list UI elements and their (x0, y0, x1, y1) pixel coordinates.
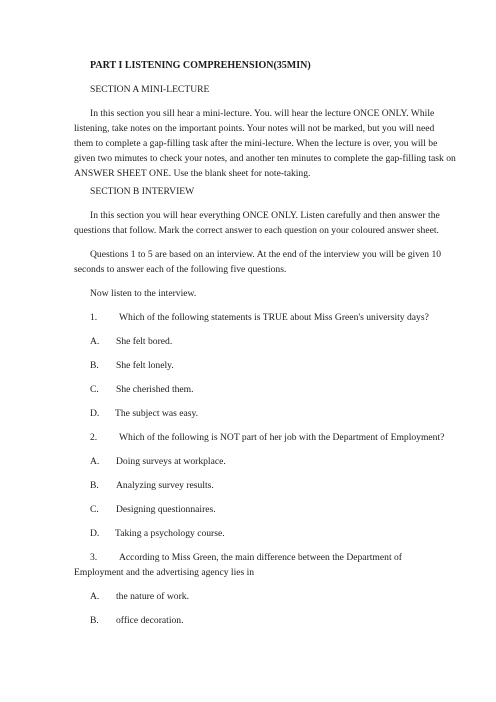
option-letter: A. (90, 336, 100, 347)
option-letter: A. (90, 591, 100, 602)
questions-intro-line: seconds to answer each of the following five questions. (74, 264, 287, 275)
option-text: She felt lonely. (116, 360, 174, 371)
option-text: She cherished them. (116, 384, 194, 395)
option-letter: C. (90, 504, 99, 515)
option-letter: B. (90, 615, 99, 626)
section-a-line: listening, take notes on the important points. Your notes will not be marked, but you will need (74, 123, 435, 134)
section-a-line: ANSWER SHEET ONE. Use the blank sheet for note-taking. (74, 168, 311, 179)
option-text: The subject was easy. (115, 408, 199, 419)
section-b-intro-line: questions that follow. Mark the correct answer to each question on your coloured answer sheet. (74, 225, 439, 236)
question-text: Employment and the advertising agency lies in (74, 567, 255, 578)
section-a-line: In this section you sill hear a mini-lecture. You. will hear the lecture ONCE ONLY. While (90, 108, 435, 119)
question-number: 3. (90, 552, 98, 563)
question-number: 2. (90, 432, 98, 443)
question-text: According to Miss Green, the main difference between the Department of (119, 552, 403, 563)
option-text: office decoration. (116, 615, 184, 626)
option-text: Analyzing survey results. (116, 480, 214, 491)
question-number: 1. (90, 312, 98, 323)
section-b-intro-line: In this section you will hear everything ONCE ONLY. Listen carefully and then answer the (90, 210, 440, 221)
option-letter: C. (90, 384, 99, 395)
section-a-line: given two mimutes to check your notes, and another ten minutes to complete the gap-filling task on (74, 153, 456, 164)
section-a-heading: SECTION A MINI-LECTURE (90, 84, 210, 95)
question-text: Which of the following statements is TRUE about Miss Green's university days? (119, 312, 429, 323)
option-letter: B. (90, 480, 99, 491)
listen-instruction: Now listen to the interview. (90, 288, 197, 299)
questions-intro-line: Questions 1 to 5 are based on an interview. At the end of the interview you will be given 10 (90, 249, 442, 260)
question-text: Which of the following is NOT part of her job with the Department of Employment? (119, 432, 445, 443)
option-letter: B. (90, 360, 99, 371)
option-text: Doing surveys at workplace. (116, 456, 226, 467)
option-letter: D. (90, 408, 100, 419)
option-letter: D. (90, 528, 100, 539)
page-title: PART I LISTENING COMPREHENSION(35MIN) (90, 60, 311, 71)
section-a-line: them to complete a gap-filling task after the mini-lecture. When the lecture is over, you will be (74, 138, 438, 149)
option-text: She felt bored. (116, 336, 173, 347)
option-text: the nature of work. (116, 591, 189, 602)
section-b-heading: SECTION B INTERVIEW (90, 186, 195, 197)
option-text: Taking a psychology course. (115, 528, 225, 539)
option-text: Designing questionnaires. (116, 504, 216, 515)
option-letter: A. (90, 456, 100, 467)
